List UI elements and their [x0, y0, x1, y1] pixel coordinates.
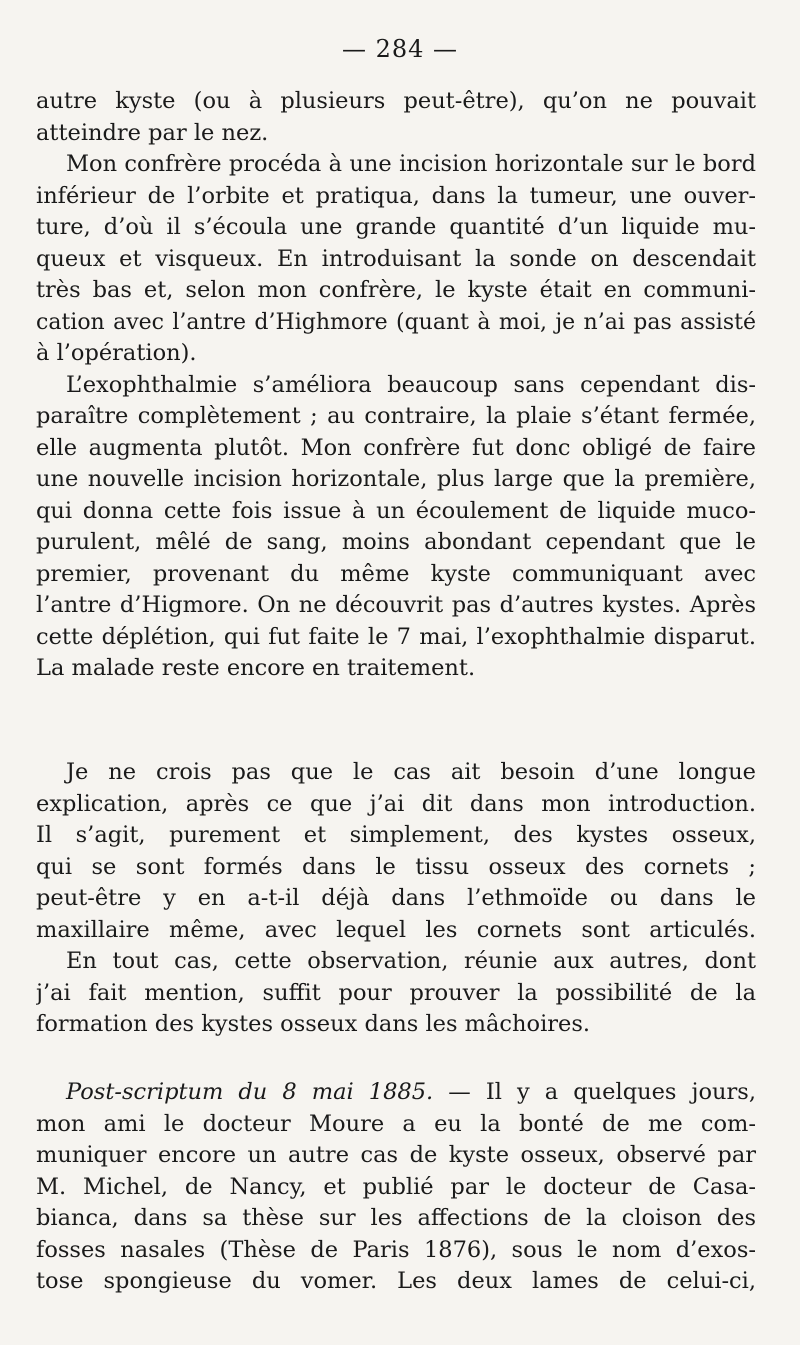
text-line: paraître complètement ; au contraire, la plaie s’étant fermée,: [36, 403, 756, 429]
text-line: Il s’agit, purement et simplement, des kystes osseux,: [36, 822, 756, 848]
text-line: muniquer encore un autre cas de kyste osseux, observé par: [36, 1142, 756, 1168]
text-line: bianca, dans sa thèse sur les affections de la cloison des: [36, 1205, 756, 1231]
text-line: très bas et, selon mon confrère, le kyste était en communi-: [36, 277, 756, 303]
text-line: maxillaire même, avec lequel les cornets sont articulés.: [36, 916, 756, 943]
text-line: qui donna cette fois issue à un écoulement de liquide muco-: [36, 497, 756, 524]
text-line: fosses nasales (Thèse de Paris 1876), sous le nom d’exos-: [36, 1236, 756, 1263]
text-line: purulent, mêlé de sang, moins abondant cependant que le: [36, 529, 756, 555]
text-line: atteindre par le nez.: [36, 119, 269, 146]
postscript-intro: — Il y a quelques jours,: [433, 1079, 756, 1105]
text-line: inférieur de l’orbite et pratiqua, dans la tumeur, une ouver-: [36, 182, 756, 209]
text-line: Je ne crois pas que le cas ait besoin d’une longue: [66, 759, 756, 785]
text-line: explication, après ce que j’ai dit dans mon introduction.: [36, 790, 756, 817]
text-line: j’ai fait mention, suffit pour prouver la possibilité de la: [36, 979, 756, 1006]
text-line: La malade reste encore en traitement.: [36, 655, 476, 681]
text-line: cette déplétion, qui fut faite le 7 mai, l’exophthalmie disparut.: [36, 623, 756, 650]
text-line: peut-être y en a-t-il déjà dans l’ethmoïde ou dans le: [36, 885, 756, 911]
text-line: Mon confrère procéda à une incision horizontale sur le bord: [66, 151, 756, 177]
text-line: tose spongieuse du vomer. Les deux lames de celui-ci,: [36, 1268, 756, 1294]
text-line: elle augmenta plutôt. Mon confrère fut donc obligé de faire: [36, 434, 756, 461]
text-line: premier, provenant du même kyste communiquant avec: [36, 560, 756, 587]
text-line: mon ami le docteur Moure a eu la bonté de me com-: [36, 1110, 756, 1137]
text-line: formation des kystes osseux dans les mâchoires.: [36, 1011, 591, 1037]
text-line: autre kyste (ou à plusieurs peut-être), qu’on ne pouvait: [36, 88, 756, 114]
text-line: queux et visqueux. En introduisant la sonde on descendait: [36, 245, 756, 272]
text-line: En tout cas, cette observation, réunie aux autres, dont: [66, 948, 756, 974]
text-line: à l’opération).: [36, 340, 197, 366]
text-line: l’antre d’Higmore. On ne découvrit pas d’autres kystes. Après: [36, 592, 756, 618]
page-number: — 284 —: [341, 35, 459, 63]
text-line: M. Michel, de Nancy, et publié par le docteur de Casa-: [36, 1173, 756, 1200]
text-line: [36, 1077, 756, 1109]
postscript-label: Post-scriptum du 8 mai 1885.: [66, 1079, 434, 1105]
section-discussion: [36, 757, 756, 1041]
text-line: une nouvelle incision horizontale, plus large que la première,: [36, 466, 756, 492]
section-case-description: [36, 86, 756, 685]
text-line: cation avec l’antre d’Highmore (quant à moi, je n’ai pas assisté: [36, 309, 756, 335]
text-line: ture, d’où il s’écoula une grande quantité d’un liquide mu-: [36, 214, 756, 240]
text-line: qui se sont formés dans le tissu osseux des cornets ;: [36, 853, 756, 880]
text-line: L’exophthalmie s’améliora beaucoup sans cependant dis-: [66, 371, 756, 398]
section-postscript: [36, 1077, 756, 1298]
